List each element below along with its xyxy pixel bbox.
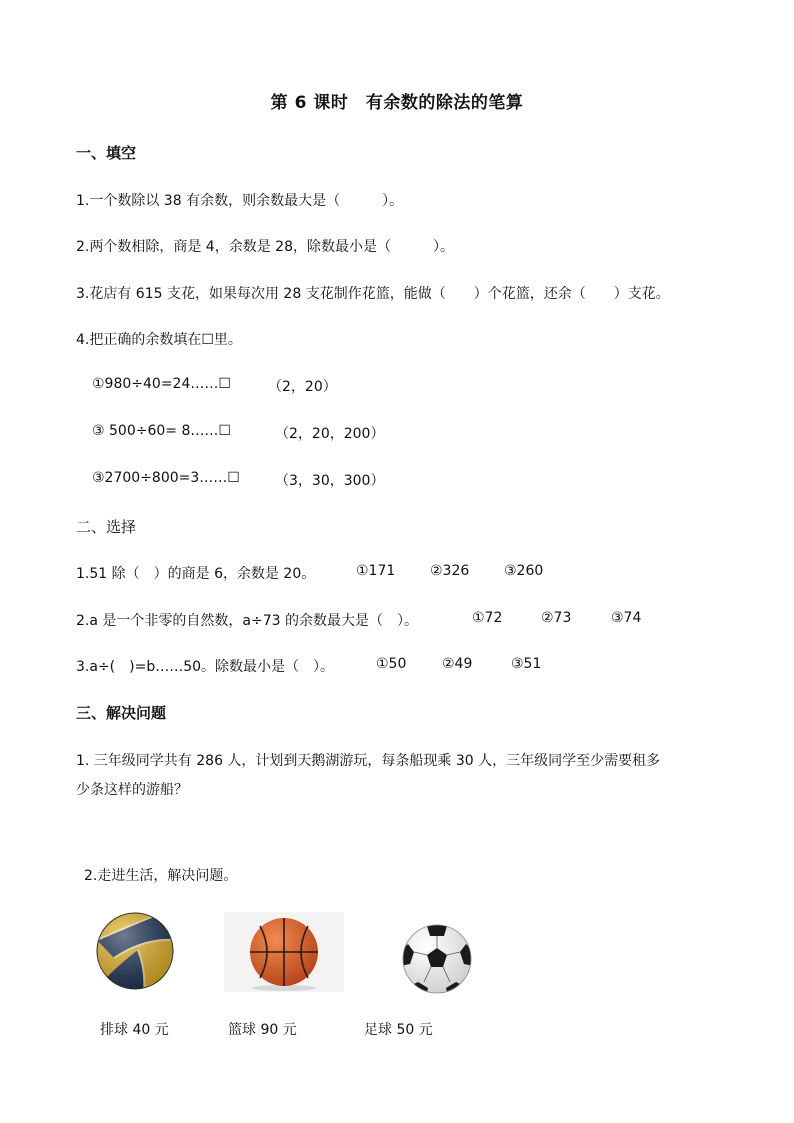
fill-question-3: 3.花店有 615 支花，如果每次用 28 支花制作花篮，能做（ ）个花篮，还余（ ）支花。 <box>76 286 670 302</box>
fill-question-4: 4.把正确的余数填在☐里。 <box>76 332 242 348</box>
soccer-ball-price-label: 足球 50 元 <box>364 1022 433 1038</box>
q4-item-3-options: （3，30，300） <box>275 473 385 489</box>
solve-question-1-line-2: 少条这样的游船？ <box>76 782 188 798</box>
q4-item-1-expression: ①980÷40=24……☐ <box>92 376 231 392</box>
soccer-ball-icon <box>400 922 474 996</box>
basketball-price-label: 篮球 90 元 <box>228 1022 297 1038</box>
q4-item-2-options: （2，20，200） <box>275 426 385 442</box>
volleyball-icon <box>94 910 176 992</box>
fill-question-1: 1.一个数除以 38 有余数，则余数最大是（ ）。 <box>76 193 404 209</box>
choice-3-option-c: ③51 <box>511 656 542 672</box>
page-title: 第 6 课时 有余数的除法的笔算 <box>270 93 524 113</box>
choice-2-option-a: ①72 <box>472 610 503 626</box>
section-solve-heading: 三、解决问题 <box>76 704 167 722</box>
choice-2-option-c: ③74 <box>611 610 642 626</box>
volleyball-price-label: 排球 40 元 <box>100 1022 169 1038</box>
choice-question-1: 1.51 除（ ）的商是 6，余数是 20。 <box>76 566 316 582</box>
basketball-image <box>224 912 344 992</box>
basketball-icon <box>224 912 344 992</box>
solve-question-2: 2.走进生活，解决问题。 <box>84 868 238 884</box>
choice-question-3: 3.a÷( )=b……50。除数最小是（ ）。 <box>76 659 335 675</box>
fill-question-2: 2.两个数相除，商是 4，余数是 28，除数最小是（ ）。 <box>76 239 454 255</box>
choice-2-option-b: ②73 <box>541 610 572 626</box>
choice-1-option-a: ①171 <box>356 563 396 579</box>
choice-question-2: 2.a 是一个非零的自然数，a÷73 的余数最大是（ ）。 <box>76 613 418 629</box>
choice-3-option-b: ②49 <box>442 656 473 672</box>
q4-item-2-expression: ③ 500÷60= 8……☐ <box>92 423 231 439</box>
choice-1-option-c: ③260 <box>504 563 544 579</box>
choice-3-option-a: ①50 <box>376 656 407 672</box>
q4-item-3-expression: ③2700÷800=3……☐ <box>92 470 240 486</box>
section-fill-heading: 一、填空 <box>76 144 137 162</box>
section-choice-heading: 二、选择 <box>76 518 137 536</box>
solve-question-1-line-1: 1. 三年级同学共有 286 人，计划到天鹅湖游玩，每条船现乘 30 人，三年级同学至少需要租多 <box>76 753 661 769</box>
q4-item-1-options: （2，20） <box>268 379 337 395</box>
choice-1-option-b: ②326 <box>430 563 470 579</box>
